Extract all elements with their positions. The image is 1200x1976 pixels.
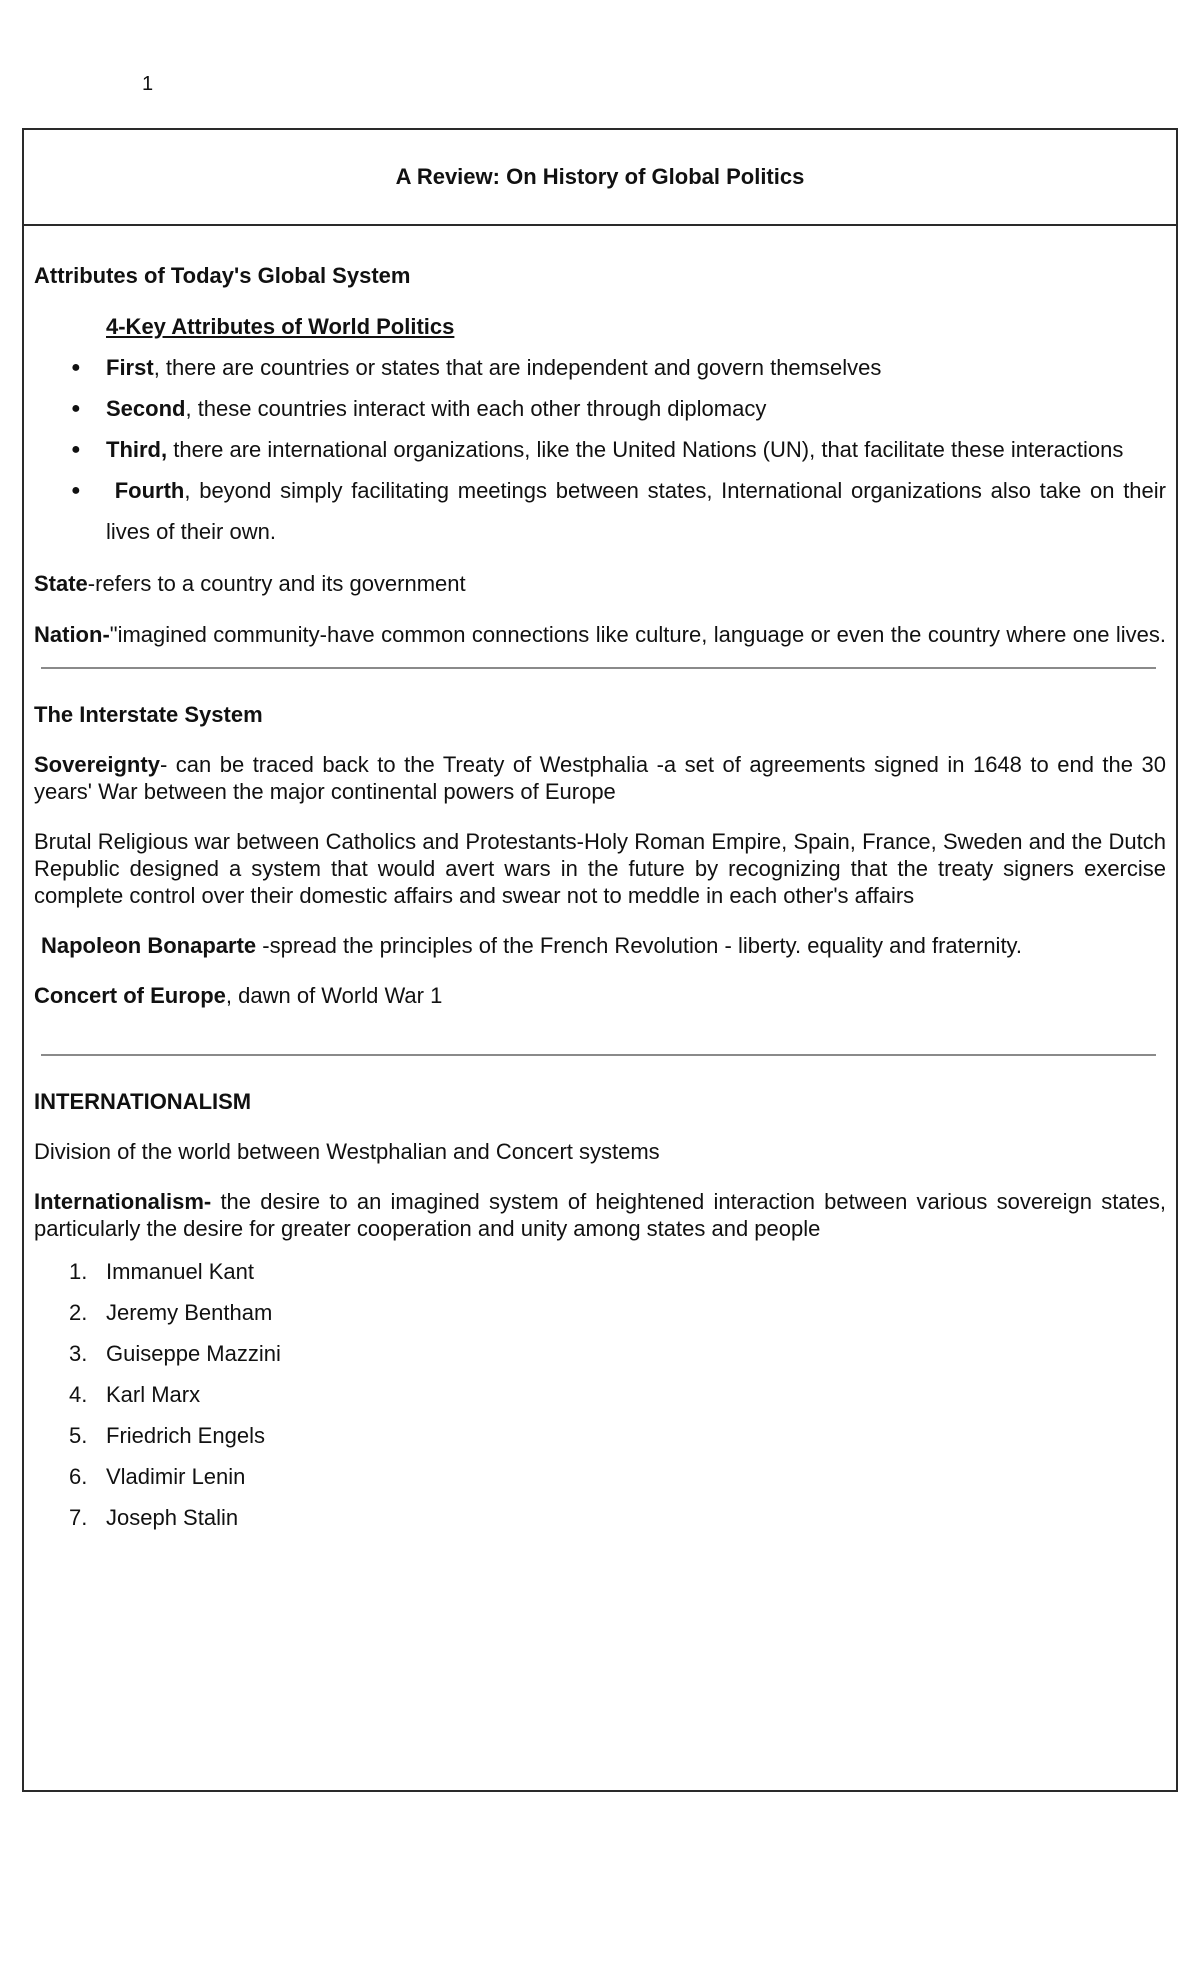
- thinker-name: Jeremy Bentham: [106, 1300, 273, 1325]
- concert-text: , dawn of World War 1: [225, 983, 443, 1008]
- attributes-list: [34, 347, 1166, 552]
- nation-definition: [34, 621, 1166, 648]
- bullet-lead: Third,: [106, 437, 168, 462]
- list-item: [34, 347, 1166, 388]
- list-item: [34, 1333, 1166, 1374]
- list-number: 2.: [69, 1300, 88, 1325]
- section-heading-internationalism: INTERNATIONALISM: [34, 1089, 252, 1114]
- thinker-name: Guiseppe Mazzini: [106, 1341, 281, 1366]
- list-item: [34, 1456, 1166, 1497]
- list-number: 1.: [69, 1259, 88, 1284]
- thinker-name: Joseph Stalin: [106, 1505, 239, 1530]
- term-concert: Concert of Europe: [34, 983, 226, 1008]
- napoleon-paragraph: [34, 932, 1166, 959]
- term-internationalism: Internationalism-: [34, 1189, 212, 1214]
- bullet-icon: ●: [71, 400, 81, 417]
- list-item: [34, 1251, 1166, 1292]
- term-sovereignty: Sovereignty: [34, 752, 160, 777]
- sovereignty-text: - can be traced back to the Treaty of Westphalia -a set of agreements signed in 1648 to end the 30 years' War between the major continental powers of Europe: [34, 752, 1166, 804]
- subheading-key-attributes: 4-Key Attributes of World Politics: [106, 314, 455, 339]
- list-number: 5.: [69, 1423, 88, 1448]
- thinker-name: Karl Marx: [106, 1382, 201, 1407]
- thinker-name: Friedrich Engels: [106, 1423, 265, 1448]
- bullet-icon: ●: [71, 359, 81, 376]
- bullet-icon: ●: [71, 441, 81, 458]
- document-body: [24, 262, 1176, 1538]
- concert-paragraph: [34, 982, 1166, 1009]
- bullet-lead: Fourth: [106, 478, 185, 503]
- list-item: [34, 1292, 1166, 1333]
- list-item: [34, 388, 1166, 429]
- divider: [41, 667, 1156, 669]
- internationalism-definition: [34, 1188, 1166, 1242]
- religious-war-paragraph: Brutal Religious war between Catholics and Protestants-Holy Roman Empire, Spain, France, Sweden and the Dutch Republic designed a system that would avert wars in the future by recognizing that the treaty signers exercise complete control over their domestic affairs and swear not to meddle in each other's affairs: [34, 829, 1166, 908]
- term-state: State: [34, 571, 88, 596]
- title-row: [24, 130, 1176, 226]
- page-number: 1: [142, 73, 154, 95]
- section-heading-interstate: The Interstate System: [34, 702, 263, 727]
- document-title: A Review: On History of Global Politics: [395, 164, 805, 189]
- term-napoleon: Napoleon Bonaparte: [41, 933, 257, 958]
- bullet-text: , beyond simply facilitating meetings between states, International organizations also take on their lives of their own.: [106, 478, 1166, 544]
- bullet-text: , there are countries or states that are independent and govern themselves: [153, 355, 882, 380]
- sovereignty-definition: [34, 751, 1166, 805]
- bullet-text: there are international organizations, like the United Nations (UN), that facilitate these interactions: [167, 437, 1124, 462]
- bullet-lead: First: [106, 355, 154, 380]
- thinker-name: Immanuel Kant: [106, 1259, 254, 1284]
- internationalism-text: the desire to an imagined system of heightened interaction between various sovereign states, particularly the desire for greater cooperation and unity among states and people: [34, 1189, 1166, 1241]
- thinkers-list: [34, 1251, 1166, 1538]
- list-number: 7.: [69, 1505, 88, 1530]
- bullet-icon: ●: [71, 482, 81, 499]
- state-definition: [34, 570, 1166, 597]
- list-item: [34, 1497, 1166, 1538]
- list-number: 4.: [69, 1382, 88, 1407]
- list-number: 3.: [69, 1341, 88, 1366]
- nation-text: "imagined community-have common connections like culture, language or even the country where one lives.: [109, 622, 1166, 647]
- term-nation: Nation-: [34, 622, 110, 647]
- list-item: [34, 470, 1166, 552]
- list-number: 6.: [69, 1464, 88, 1489]
- division-paragraph: Division of the world between Westphalian and Concert systems: [34, 1139, 660, 1164]
- list-item: [34, 1415, 1166, 1456]
- thinker-name: Vladimir Lenin: [106, 1464, 246, 1489]
- state-text: -refers to a country and its government: [87, 571, 466, 596]
- list-item: [34, 1374, 1166, 1415]
- section-heading-attributes: Attributes of Today's Global System: [34, 263, 411, 288]
- bullet-text: , these countries interact with each other through diplomacy: [185, 396, 767, 421]
- list-item: [34, 429, 1166, 470]
- divider: [41, 1054, 1156, 1056]
- bullet-lead: Second: [106, 396, 186, 421]
- napoleon-text: -spread the principles of the French Revolution - liberty. equality and fraternity.: [256, 933, 1023, 958]
- document-frame: [22, 128, 1178, 1792]
